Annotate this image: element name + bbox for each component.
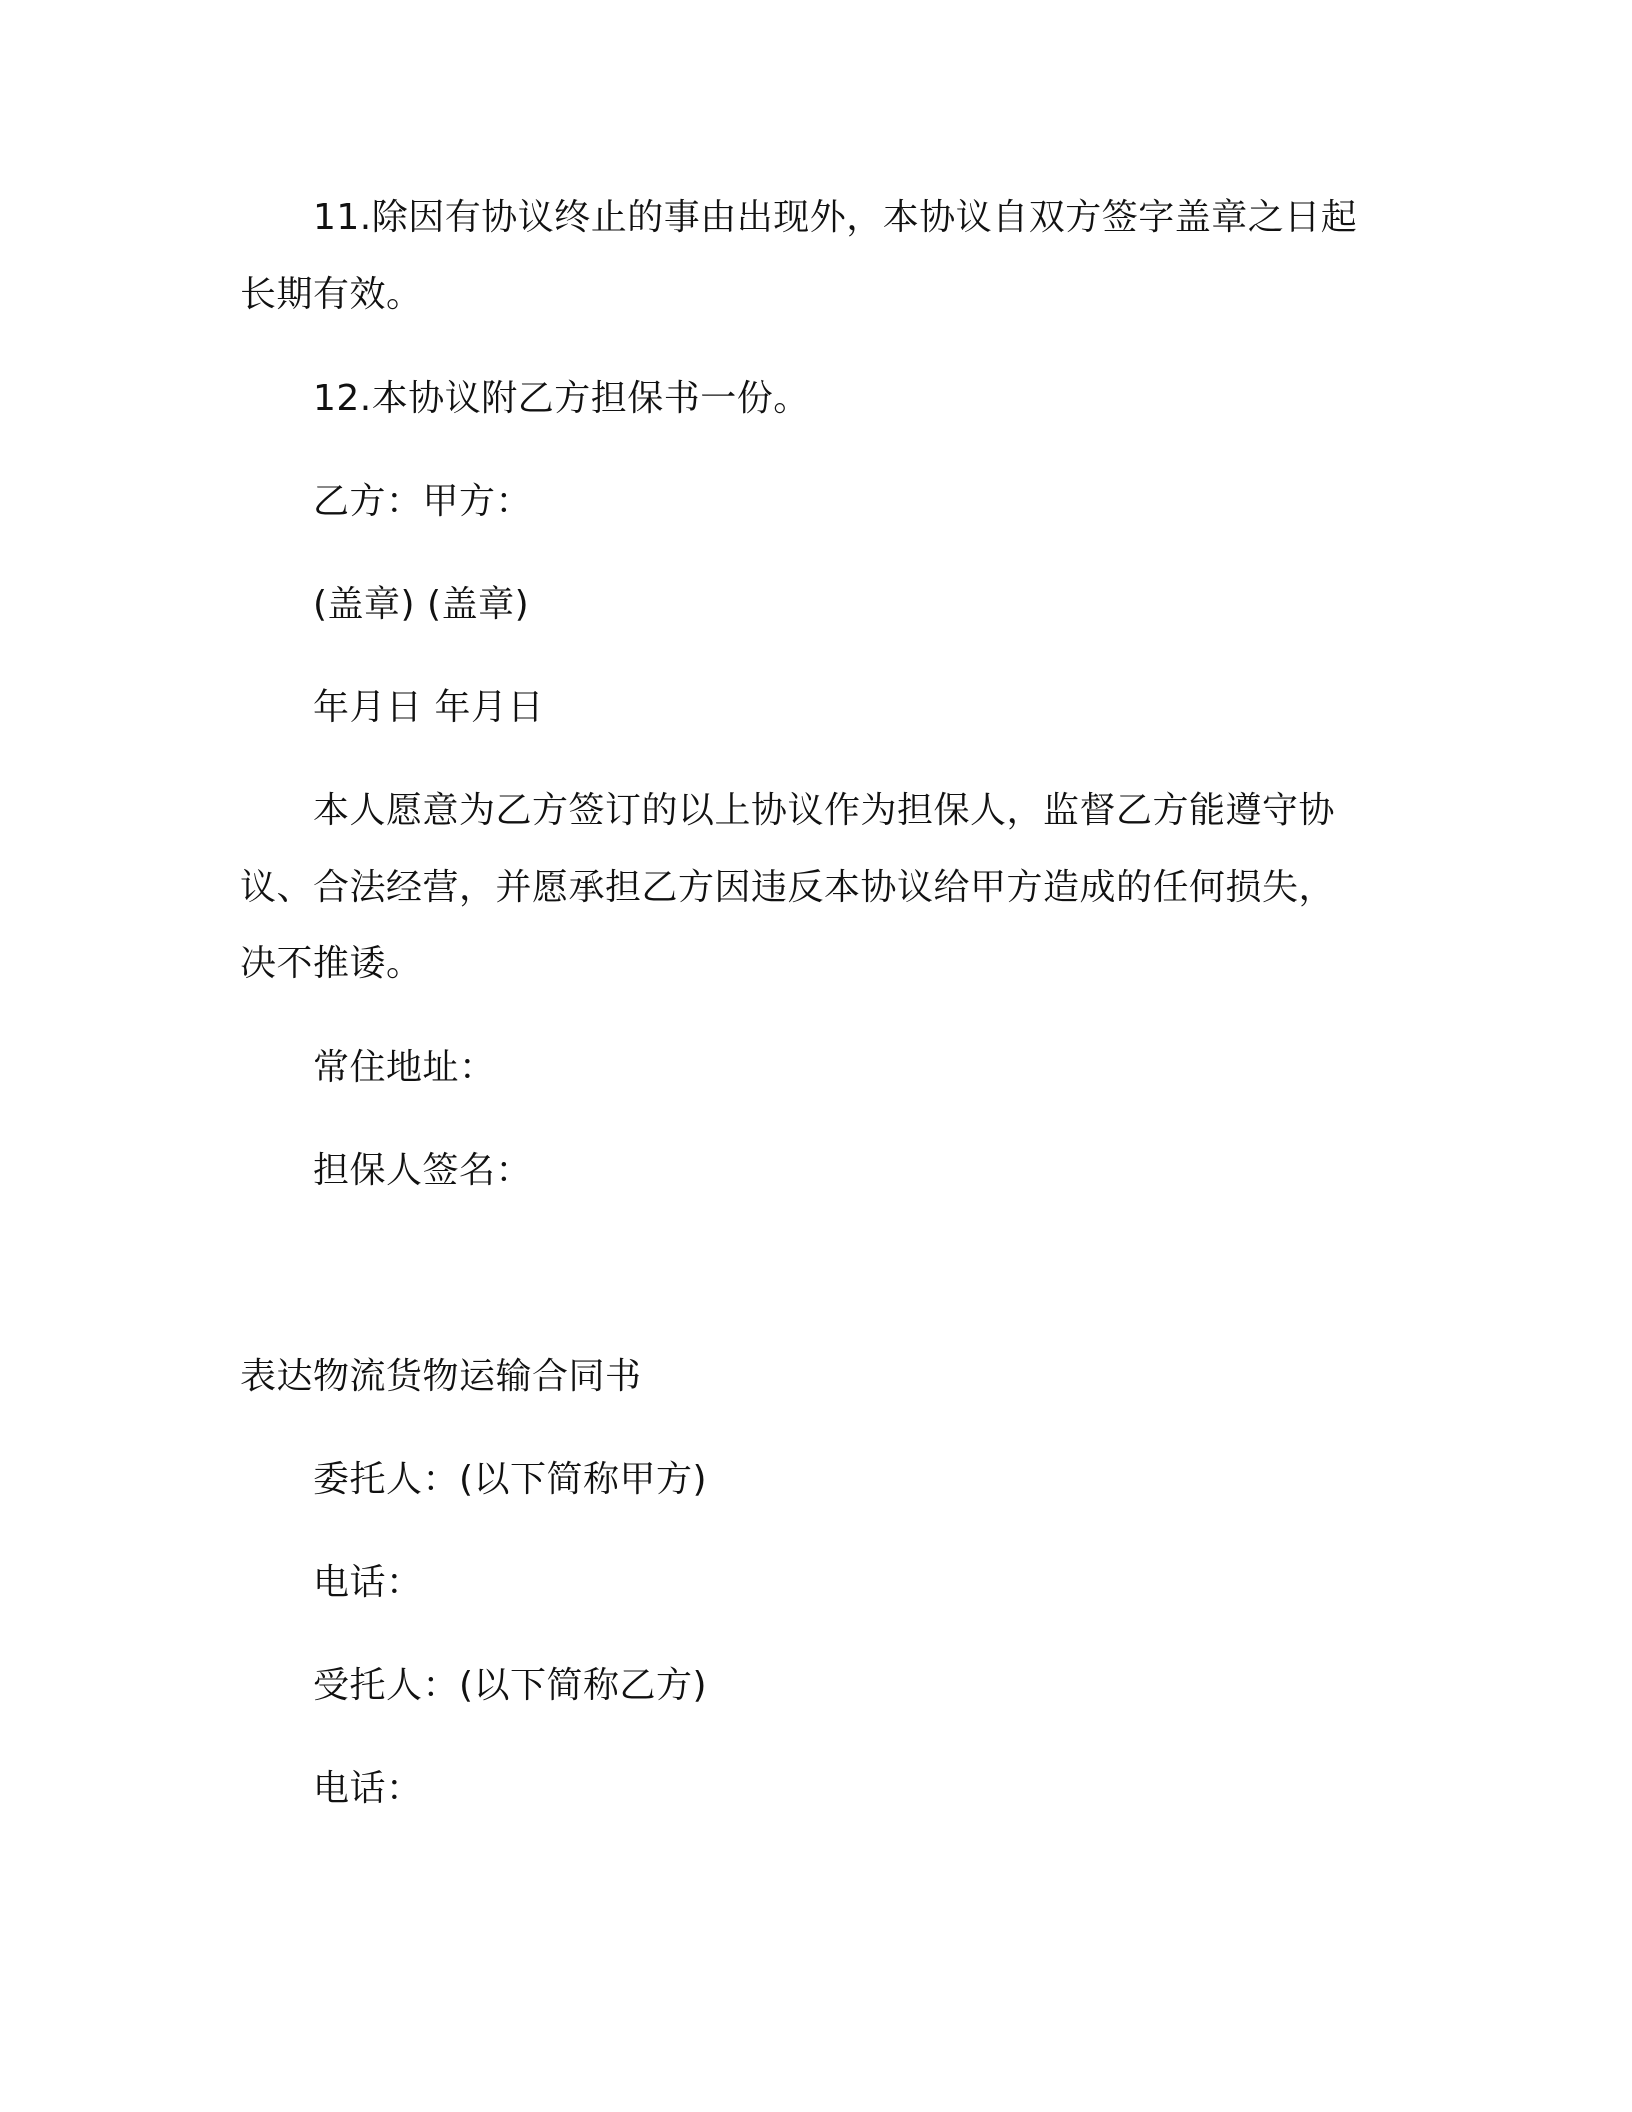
clause-12: 12.本协议附乙方担保书一份。 xyxy=(313,378,810,419)
contract-title: 表达物流货物运输合同书 xyxy=(240,1356,642,1397)
parties-label: 乙方：甲方： xyxy=(313,481,533,522)
consignor-label: 委托人：(以下简称甲方) xyxy=(313,1459,708,1500)
address-label: 常住地址： xyxy=(313,1047,496,1088)
consignee-phone-label: 电话： xyxy=(313,1768,423,1809)
guarantee-line-2: 议、合法经营，并愿承担乙方因违反本协议给甲方造成的任何损失， xyxy=(240,867,1336,908)
consignee-label: 受托人：(以下简称乙方) xyxy=(313,1665,708,1706)
clause-11-line-2: 长期有效。 xyxy=(240,274,423,315)
guarantee-line-3: 决不推诿。 xyxy=(240,943,423,984)
clause-11-line-1: 11.除因有协议终止的事由出现外，本协议自双方签字盖章之日起 xyxy=(313,197,1358,238)
consignor-phone-label: 电话： xyxy=(313,1562,423,1603)
seal-label: (盖章) (盖章) xyxy=(313,584,530,625)
guarantor-signature-label: 担保人签名： xyxy=(313,1150,533,1191)
date-label: 年月日 年月日 xyxy=(313,687,544,728)
guarantee-line-1: 本人愿意为乙方签订的以上协议作为担保人，监督乙方能遵守协 xyxy=(313,790,1336,831)
